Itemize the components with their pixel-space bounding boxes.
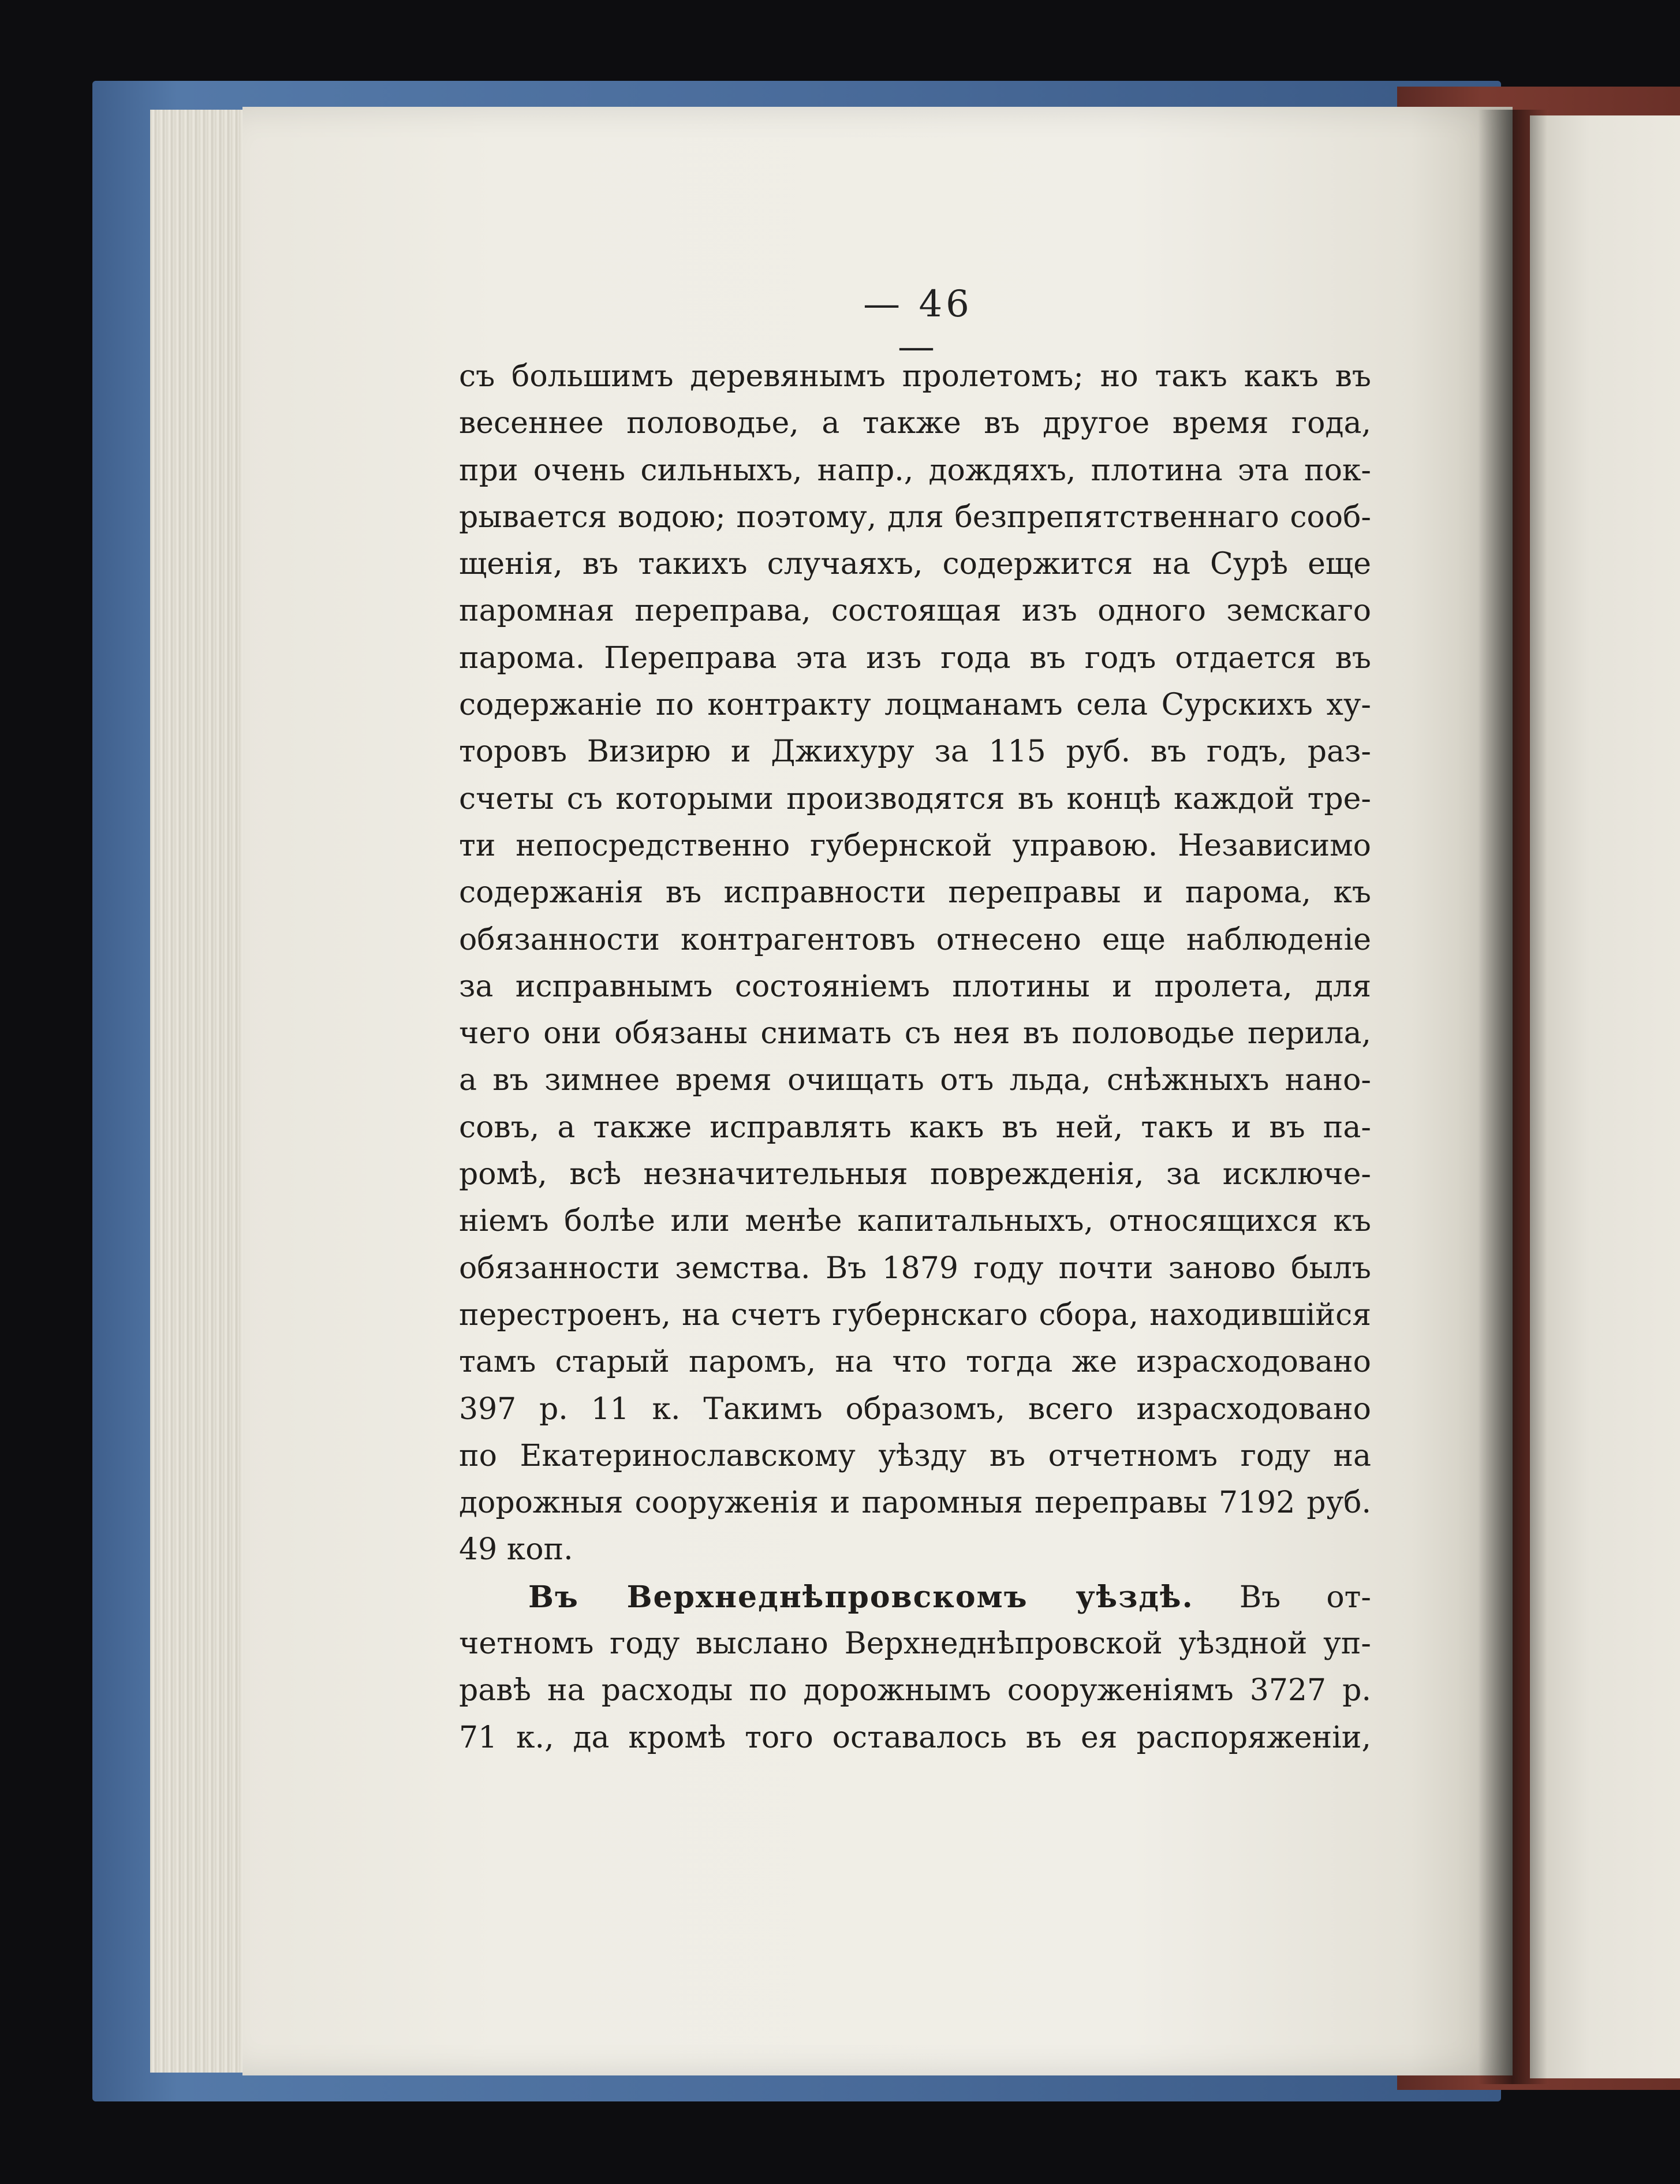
text-line: четномъ году выслано Верхнеднѣпровской уѣздной уп- bbox=[459, 1626, 1371, 1662]
text-line: съ большимъ деревянымъ пролетомъ; но такъ какъ въ bbox=[459, 359, 1371, 394]
text-line: ніемъ болѣе или менѣе капитальныхъ, относящихся къ bbox=[459, 1204, 1371, 1239]
text-line: совъ, а также исправлять какъ въ ней, такъ и въ па- bbox=[459, 1110, 1371, 1145]
text-line: а въ зимнее время очищать отъ льда, снѣжныхъ нано- bbox=[459, 1063, 1371, 1098]
text-line: парома. Переправа эта изъ года въ годъ отдается въ bbox=[459, 640, 1371, 675]
text-line: 49 коп. bbox=[459, 1532, 573, 1567]
text-line: чего они обязаны снимать съ нея въ половодье перила, bbox=[459, 1016, 1371, 1051]
section-heading: Въ Верхнеднѣпровскомъ уѣздѣ. bbox=[528, 1579, 1194, 1615]
text-line: при очень сильныхъ, напр., дождяхъ, плотина эта пок- bbox=[459, 453, 1371, 488]
text-line: торовъ Визирю и Джихуру за 115 руб. въ годъ, раз- bbox=[459, 734, 1371, 770]
text-line: обязанности контрагентовъ отнесено еще наблюденіе bbox=[459, 922, 1371, 957]
section-first-line-rest: Въ от- bbox=[1239, 1580, 1371, 1615]
text-line: обязанности земства. Въ 1879 году почти заново былъ bbox=[459, 1250, 1371, 1286]
gutter-shadow bbox=[1478, 110, 1547, 2084]
text-line: дорожныя сооруженія и паромныя переправы 7192 руб. bbox=[459, 1485, 1371, 1521]
text-line: 397 р. 11 к. Такимъ образомъ, всего израсходовано bbox=[459, 1391, 1371, 1427]
page-number: — 46 — bbox=[863, 283, 973, 368]
facing-page-edge bbox=[1530, 115, 1680, 2078]
text-line: по Екатеринославскому уѣзду въ отчетномъ году на bbox=[459, 1438, 1371, 1473]
text-line: паромная переправа, состоящая изъ одного земскаго bbox=[459, 593, 1371, 629]
page-body-text bbox=[459, 353, 1371, 1761]
text-line: за исправнымъ состояніемъ плотины и пролета, для bbox=[459, 969, 1371, 1004]
text-line: счеты съ которыми производятся въ концѣ каждой тре- bbox=[459, 781, 1371, 816]
text-line: содержаніе по контракту лоцманамъ села Сурскихъ ху- bbox=[459, 688, 1371, 723]
text-line: рывается водою; поэтому, для безпрепятственнаго сооб- bbox=[459, 499, 1371, 535]
text-line: весеннее половодье, а также въ другое время года, bbox=[459, 406, 1371, 441]
text-line: ти непосредственно губернской управою. Независимо bbox=[459, 828, 1371, 863]
text-line: равѣ на расходы по дорожнымъ сооруженіямъ 3727 р. bbox=[459, 1673, 1371, 1708]
text-line: 71 к., да кромѣ того оставалось въ ея распоряженіи, bbox=[459, 1720, 1371, 1755]
section-first-line bbox=[459, 1574, 1371, 1621]
text-line: перестроенъ, на счетъ губернскаго сбора, находившійся bbox=[459, 1297, 1371, 1332]
text-line: ромѣ, всѣ незначительныя поврежденія, за исключе- bbox=[459, 1157, 1371, 1192]
text-line: тамъ старый паромъ, на что тогда же израсходовано bbox=[459, 1345, 1371, 1380]
text-line: содержанія въ исправности переправы и парома, къ bbox=[459, 875, 1371, 910]
text-line: щенія, въ такихъ случаяхъ, содержится на Сурѣ еще bbox=[459, 547, 1371, 582]
